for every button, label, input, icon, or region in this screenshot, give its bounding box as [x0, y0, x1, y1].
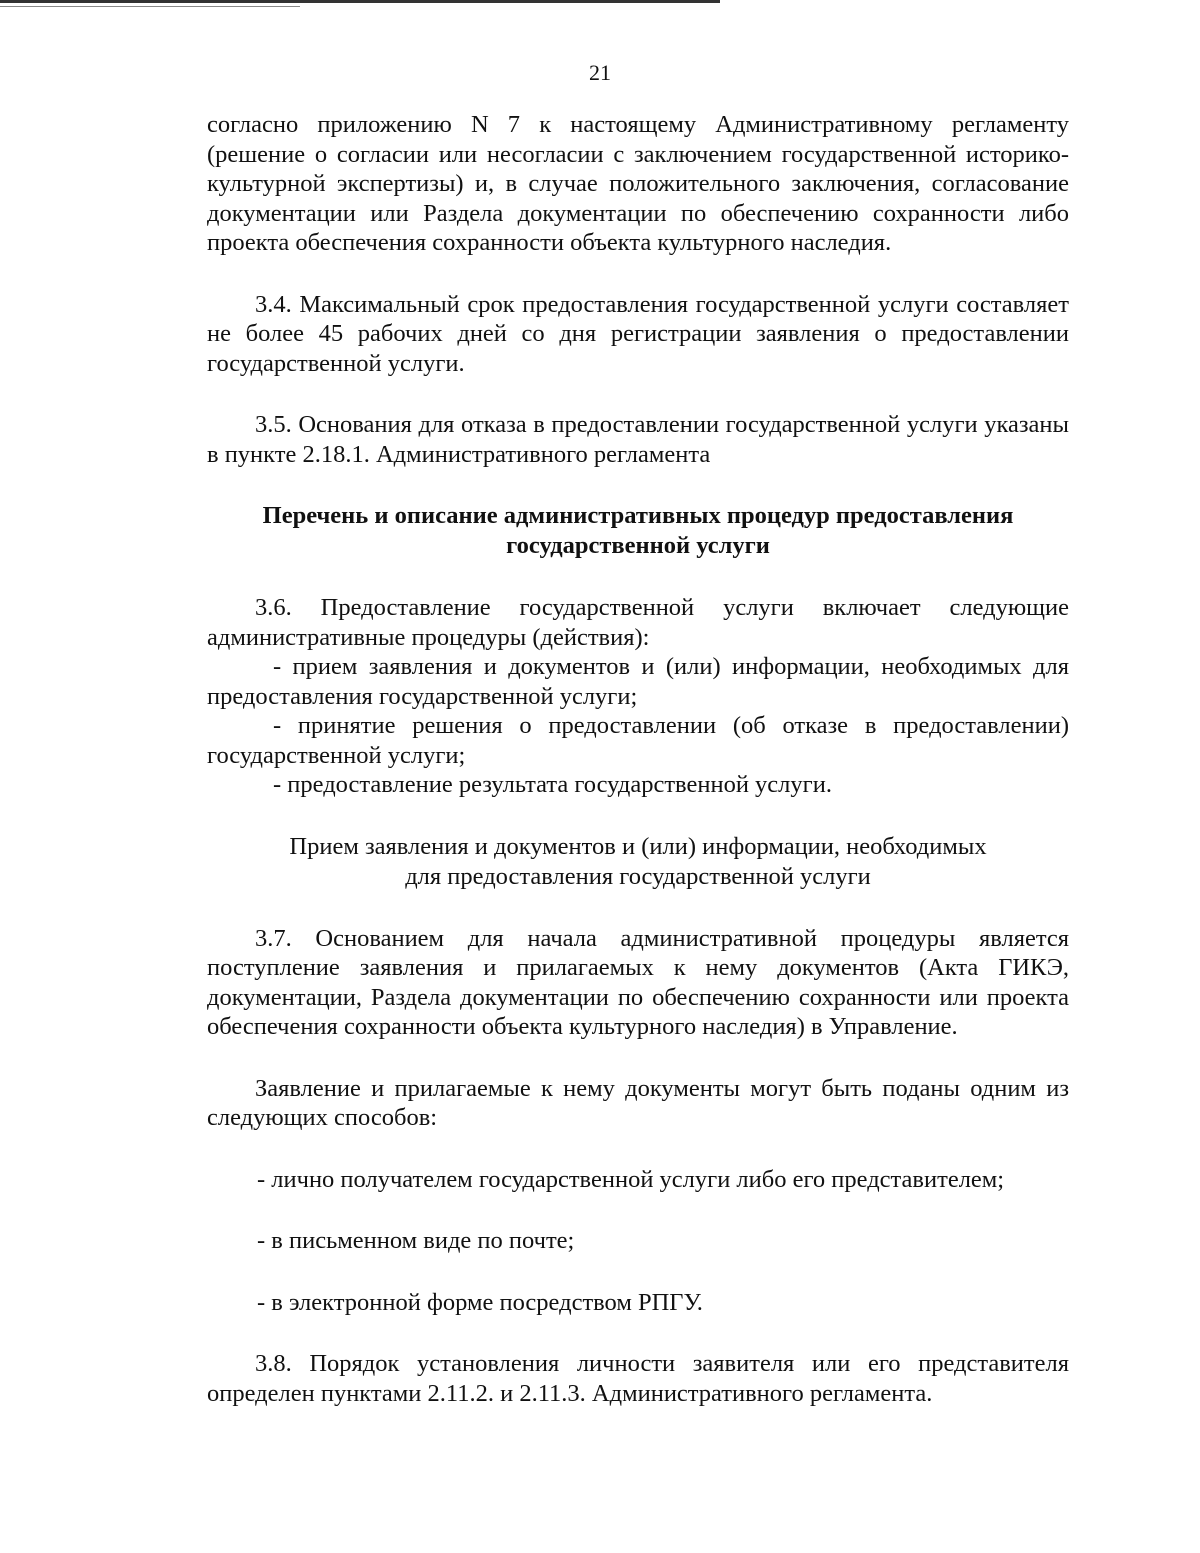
paragraph-continuation: согласно приложению N 7 к настоящему Административному регламенту (решение о согласии или несогласии с заключением государственной историко-культурной экспертизы) и, в случае положительного заключения, согласование документации или Раздела документации по обеспечению сохранности либо проекта обеспечения сохранности объекта культурного наследия.	[207, 111, 1069, 256]
scan-top-edge	[0, 0, 720, 3]
scan-top-edge-secondary	[0, 6, 300, 7]
list-item-procedure-3: - предоставление результата государственной услуги.	[273, 771, 832, 798]
page-number: 21	[589, 60, 611, 85]
section-heading-procedures: Перечень и описание административных процедур предоставления государственной услуги	[262, 502, 1014, 559]
paragraph-3-6: 3.6. Предоставление государственной услуги включает следующие административные процедуры (действия):	[207, 594, 1069, 651]
paragraph-3-5: 3.5. Основания для отказа в предоставлении государственной услуги указаны в пункте 2.18.1. Административного регламента	[207, 411, 1069, 468]
list-item-procedure-2: - принятие решения о предоставлении (об отказе в предоставлении) государственной услуги;	[207, 712, 1069, 769]
paragraph-3-7: 3.7. Основанием для начала административной процедуры является поступление заявления и прилагаемых к нему документов (Акта ГИКЭ, документации, Раздела документации по обеспечению сохранности или проекта обеспечения сохранности объекта культурного наследия) в Управление.	[207, 924, 1069, 1040]
paragraph-submission-methods: Заявление и прилагаемые к нему документы могут быть поданы одним из следующих способов:	[207, 1074, 1069, 1131]
paragraph-3-4: 3.4. Максимальный срок предоставления государственной услуги составляет не более 45 рабочих дней со дня регистрации заявления о предоставлении государственной услуги.	[207, 290, 1069, 377]
document-body	[207, 110, 1069, 1408]
list-item-method-electronic: - в электронной форме посредством РПГУ.	[257, 1288, 703, 1316]
subsection-heading-line-1: Прием заявления и документов и (или) информации, необходимых	[289, 832, 987, 860]
subsection-heading-line-2: для предоставления государственной услуги	[405, 862, 871, 890]
list-item-method-in-person: - лично получателем государственной услуги либо его представителем;	[257, 1165, 1005, 1193]
list-item-method-mail: - в письменном виде по почте;	[257, 1227, 575, 1254]
list-item-procedure-1: - прием заявления и документов и (или) информации, необходимых для предоставления государственной услуги;	[207, 653, 1069, 710]
paragraph-3-8: 3.8. Порядок установления личности заявителя или его представителя определен пунктами 2.11.2. и 2.11.3. Административного регламента.	[207, 1350, 1069, 1407]
